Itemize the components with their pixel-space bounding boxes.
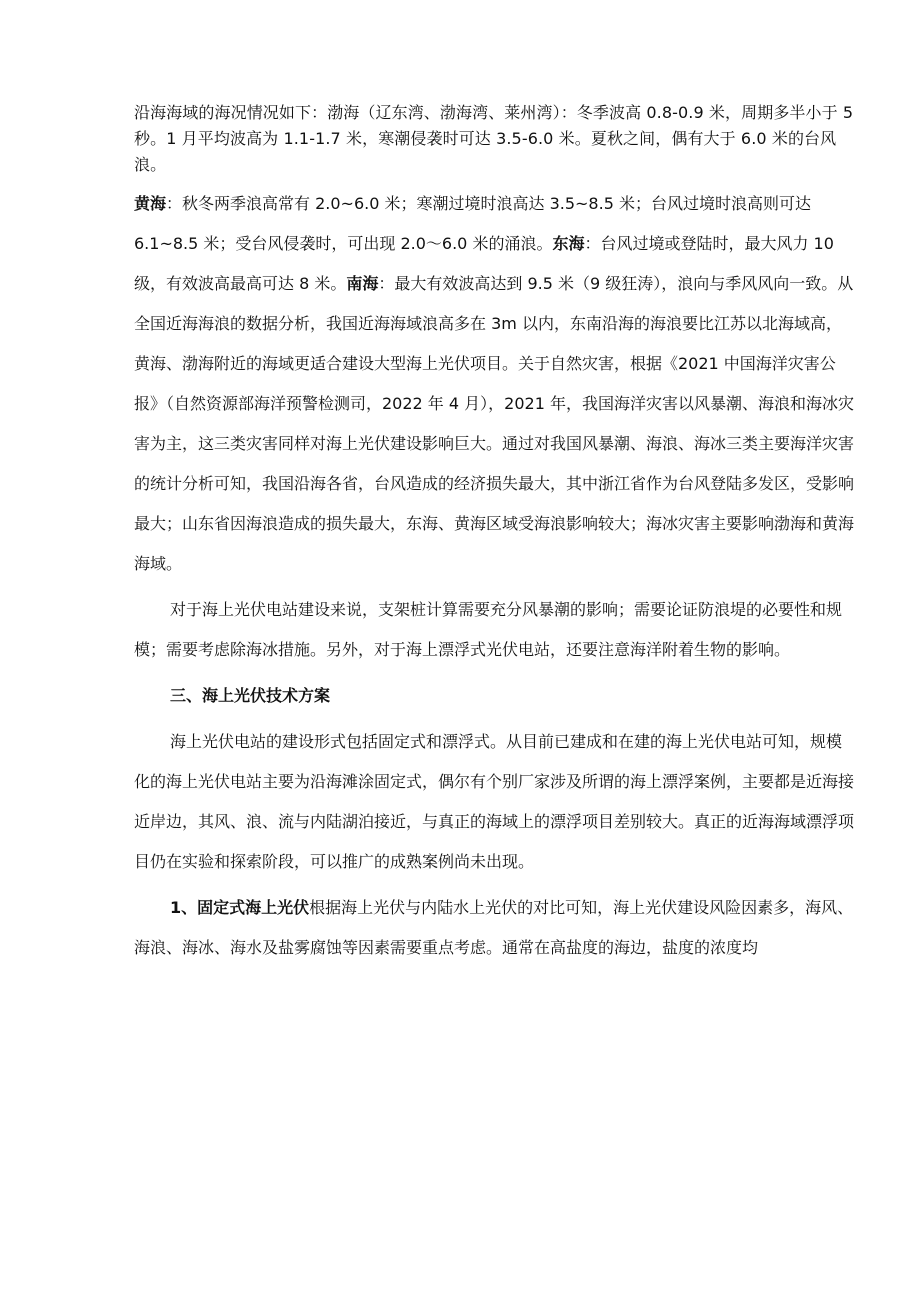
fixed-pv-label: 1、固定式海上光伏 <box>170 898 310 917</box>
paragraph-sea-conditions <box>134 100 854 178</box>
south-sea-label: 南海 <box>346 274 379 293</box>
south-sea-text: ：最大有效波高达到 9.5 米（9 级狂涛），浪向与季风风向一致。从全国近海海浪的数据分析，我国近海海域浪高多在 3m 以内，东南沿海的海浪要比江苏以北海域高，黄海、渤海附近的海域更适合建设大型海上光伏项目。关于自然灾害，根据《2021 中国海洋灾害公报》（自然资源部海洋预警检测司，2022 年 4 月），2021 年，我国海洋灾害以风暴潮、海浪和海冰灾害为主，这三类灾害同样对海上光伏建设影响巨大。通过对我国风暴潮、海浪、海冰三类主要海洋灾害的统计分析可知，我国沿海各省，台风造成的经济损失最大，其中浙江省作为台风登陆多发区，受影响最大；山东省因海浪造成的损失最大，东海、黄海区域受海浪影响较大；海冰灾害主要影响渤海和黄海海域。 <box>134 274 855 573</box>
paragraph-construction-forms <box>134 722 854 882</box>
section-heading: 三、海上光伏技术方案 <box>170 686 331 705</box>
paragraph-text: 对于海上光伏电站建设来说，支架桩计算需要充分风暴潮的影响；需要论证防浪堤的必要性和规模；需要考虑除海冰措施。另外，对于海上漂浮式光伏电站，还要注意海洋附着生物的影响。 <box>134 600 843 659</box>
paragraph-text: 海上光伏电站的建设形式包括固定式和漂浮式。从目前已建成和在建的海上光伏电站可知，规模化的海上光伏电站主要为沿海滩涂固定式，偶尔有个别厂家涉及所谓的海上漂浮案例，主要都是近海接近岸边，其风、浪、流与内陆湖泊接近，与真正的海域上的漂浮项目差别较大。真正的近海海域漂浮项目仍在实验和探索阶段，可以推广的成熟案例尚未出现。 <box>134 732 855 871</box>
east-sea-label: 东海 <box>552 234 585 253</box>
document-page <box>134 100 854 974</box>
paragraph-construction-impact <box>134 590 854 670</box>
paragraph-regional-waves <box>134 184 854 584</box>
paragraph-text: 沿海海域的海况情况如下：渤海（辽东湾、渤海湾、莱州湾）：冬季波高 0.8-0.9 米，周期多半小于 5 秒。1 月平均波高为 1.1-1.7 米，寒潮侵袭时可达 3.5-6.0 米。夏秋之间，偶有大于 6.0 米的台风浪。 <box>134 103 854 174</box>
paragraph-fixed-pv <box>134 888 854 968</box>
yellow-sea-label: 黄海 <box>134 194 167 213</box>
yellow-sea-text: ：秋冬两季浪高常有 2.0~6.0 米；寒潮过境时浪高达 3.5~8.5 米；台风过境时浪高则可达 6.1~8.5 米；受台风侵袭时，可出现 2.0～6.0 米的涌浪。 <box>134 194 811 253</box>
east-sea-text: ：台风过境或登陆时，最大风力 10 级，有效波高最高可达 8 米。 <box>134 234 834 293</box>
fixed-pv-text: 根据海上光伏与内陆水上光伏的对比可知，海上光伏建设风险因素多，海风、海浪、海冰、海水及盐雾腐蚀等因素需要重点考虑。通常在高盐度的海边，盐度的浓度均 <box>134 898 854 957</box>
